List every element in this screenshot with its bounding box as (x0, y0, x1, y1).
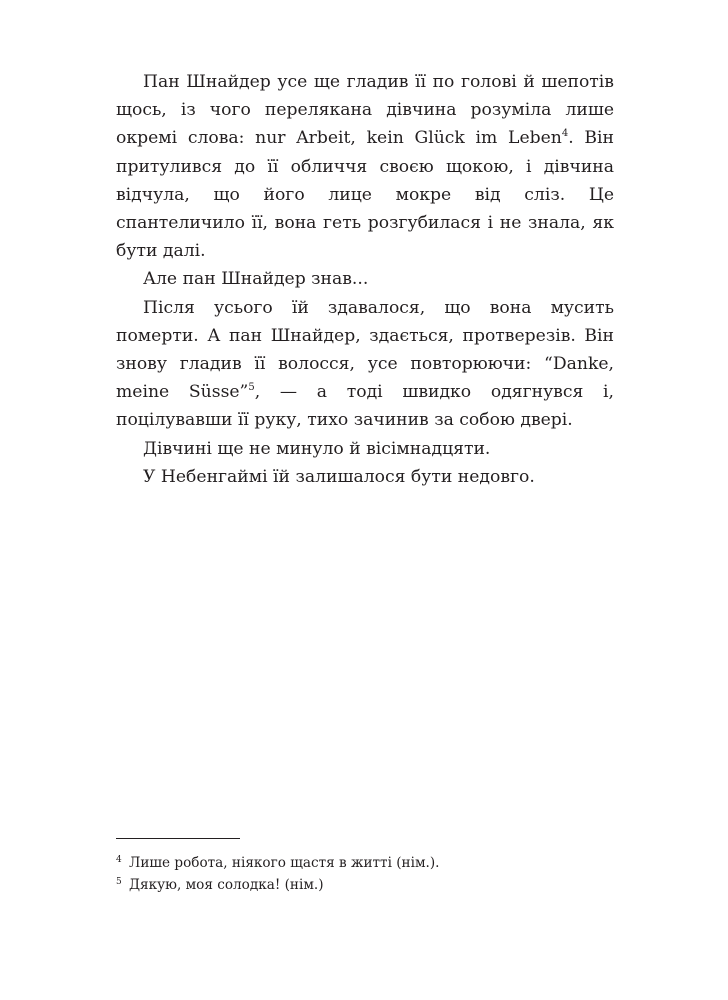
paragraph-text: Дівчині ще не минуло й вісімнадцяти. (143, 438, 491, 459)
paragraph (116, 463, 614, 491)
paragraph (116, 68, 614, 265)
paragraph (116, 294, 614, 435)
footnote-text: Дякую, моя солодка! (нім.) (129, 877, 324, 893)
paragraph-text: , — а тоді швидко одягнувся і, поцілувавши її руку, тихо зачинив за собою двері. (116, 382, 614, 431)
paragraph-text: Після усього їй здавалося, що вона мусить померти. А пан Шнайдер, здається, протверезів. Він знову гладив її волосся, усе повторюючи: “Danke, meine Süsse” (116, 297, 614, 403)
paragraph-text: У Небенгаймі їй залишалося бути недовго. (143, 466, 535, 487)
body-text (116, 68, 614, 491)
footnote-reference: 4 (561, 127, 569, 139)
footnote (116, 874, 614, 896)
footnote-text: Лише робота, ніякого щастя в житті (нім.). (129, 855, 440, 871)
footnote-separator (116, 838, 240, 839)
footnotes (116, 852, 614, 896)
paragraph (116, 265, 614, 293)
paragraph-text: Пан Шнайдер усе ще гладив її по голові й шепотів щось, із чого перелякана дівчина розуміла лише окремі слова: nur Arbeit, kein Glück im Leben (116, 72, 614, 149)
footnote-reference: 5 (248, 381, 255, 393)
footnote-number: 4 (116, 855, 122, 865)
footnote (116, 852, 614, 874)
paragraph-text: . Він притулився до її обличчя своєю щокою, і дівчина відчула, що його лице мокре від сліз. Це спантеличило її, вона геть розгубилася і не знала, як бути далі. (116, 128, 614, 262)
footnote-number: 5 (116, 877, 122, 887)
paragraph-text: Але пан Шнайдер знав... (143, 269, 369, 290)
paragraph (116, 435, 614, 463)
